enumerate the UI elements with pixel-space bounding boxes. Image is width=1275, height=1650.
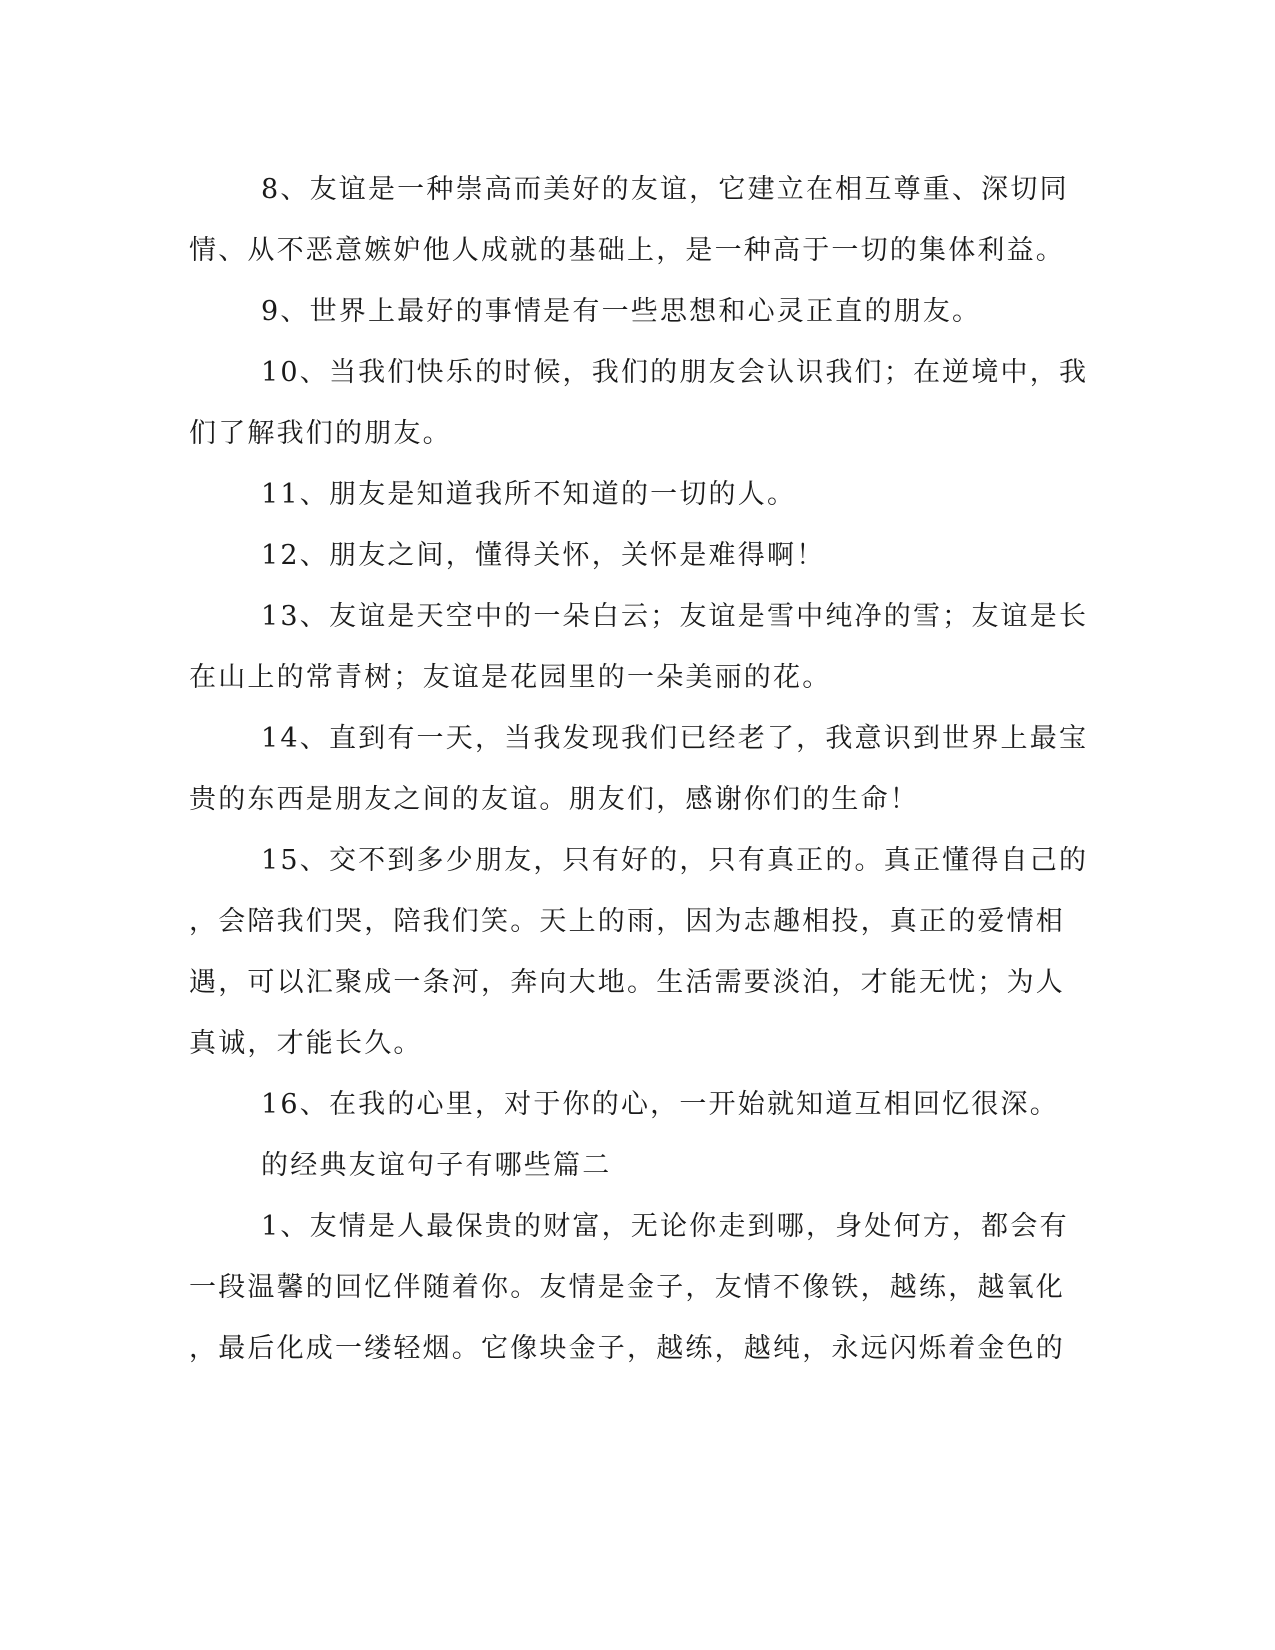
paragraph-15-line-3: 遇，可以汇聚成一条河，奔向大地。生活需要淡泊，才能无忧；为人	[189, 967, 1065, 998]
paragraph-1-line-1: 1、友情是人最保贵的财富，无论你走到哪，身处何方，都会有	[261, 1211, 1069, 1242]
paragraph-1-line-2: 一段温馨的回忆伴随着你。友情是金子，友情不像铁，越练，越氧化	[189, 1272, 1065, 1303]
paragraph-16-line-1: 16、在我的心里，对于你的心，一开始就知道互相回忆很深。	[261, 1089, 1059, 1120]
paragraph-10-line-2: 们了解我们的朋友。	[189, 418, 452, 449]
paragraph-15-line-4: 真诚，才能长久。	[189, 1028, 423, 1059]
paragraph-12-line-1: 12、朋友之间，懂得关怀，关怀是难得啊！	[261, 540, 826, 571]
paragraph-15-line-1: 15、交不到多少朋友，只有好的，只有真正的。真正懂得自己的	[261, 845, 1089, 876]
paragraph-14-line-1: 14、直到有一天，当我发现我们已经老了，我意识到世界上最宝	[261, 723, 1089, 754]
paragraph-10-line-1: 10、当我们快乐的时候，我们的朋友会认识我们；在逆境中，我	[261, 357, 1089, 388]
paragraph-15-line-2: ，会陪我们哭，陪我们笑。天上的雨，因为志趣相投，真正的爱情相	[189, 906, 1065, 937]
section-heading: 的经典友谊句子有哪些篇二	[261, 1150, 612, 1181]
paragraph-11-line-1: 11、朋友是知道我所不知道的一切的人。	[261, 479, 797, 510]
paragraph-13-line-2: 在山上的常青树；友谊是花园里的一朵美丽的花。	[189, 662, 832, 693]
paragraph-1-line-3: ，最后化成一缕轻烟。它像块金子，越练，越纯，永远闪烁着金色的	[189, 1333, 1065, 1364]
paragraph-8-line-2: 情、从不恶意嫉妒他人成就的基础上，是一种高于一切的集体利益。	[189, 235, 1065, 266]
paragraph-14-line-2: 贵的东西是朋友之间的友谊。朋友们，感谢你们的生命！	[189, 784, 919, 815]
paragraph-8-line-1: 8、友谊是一种崇高而美好的友谊，它建立在相互尊重、深切同	[261, 174, 1069, 205]
paragraph-13-line-1: 13、友谊是天空中的一朵白云；友谊是雪中纯净的雪；友谊是长	[261, 601, 1089, 632]
paragraph-9-line-1: 9、世界上最好的事情是有一些思想和心灵正直的朋友。	[261, 296, 982, 327]
